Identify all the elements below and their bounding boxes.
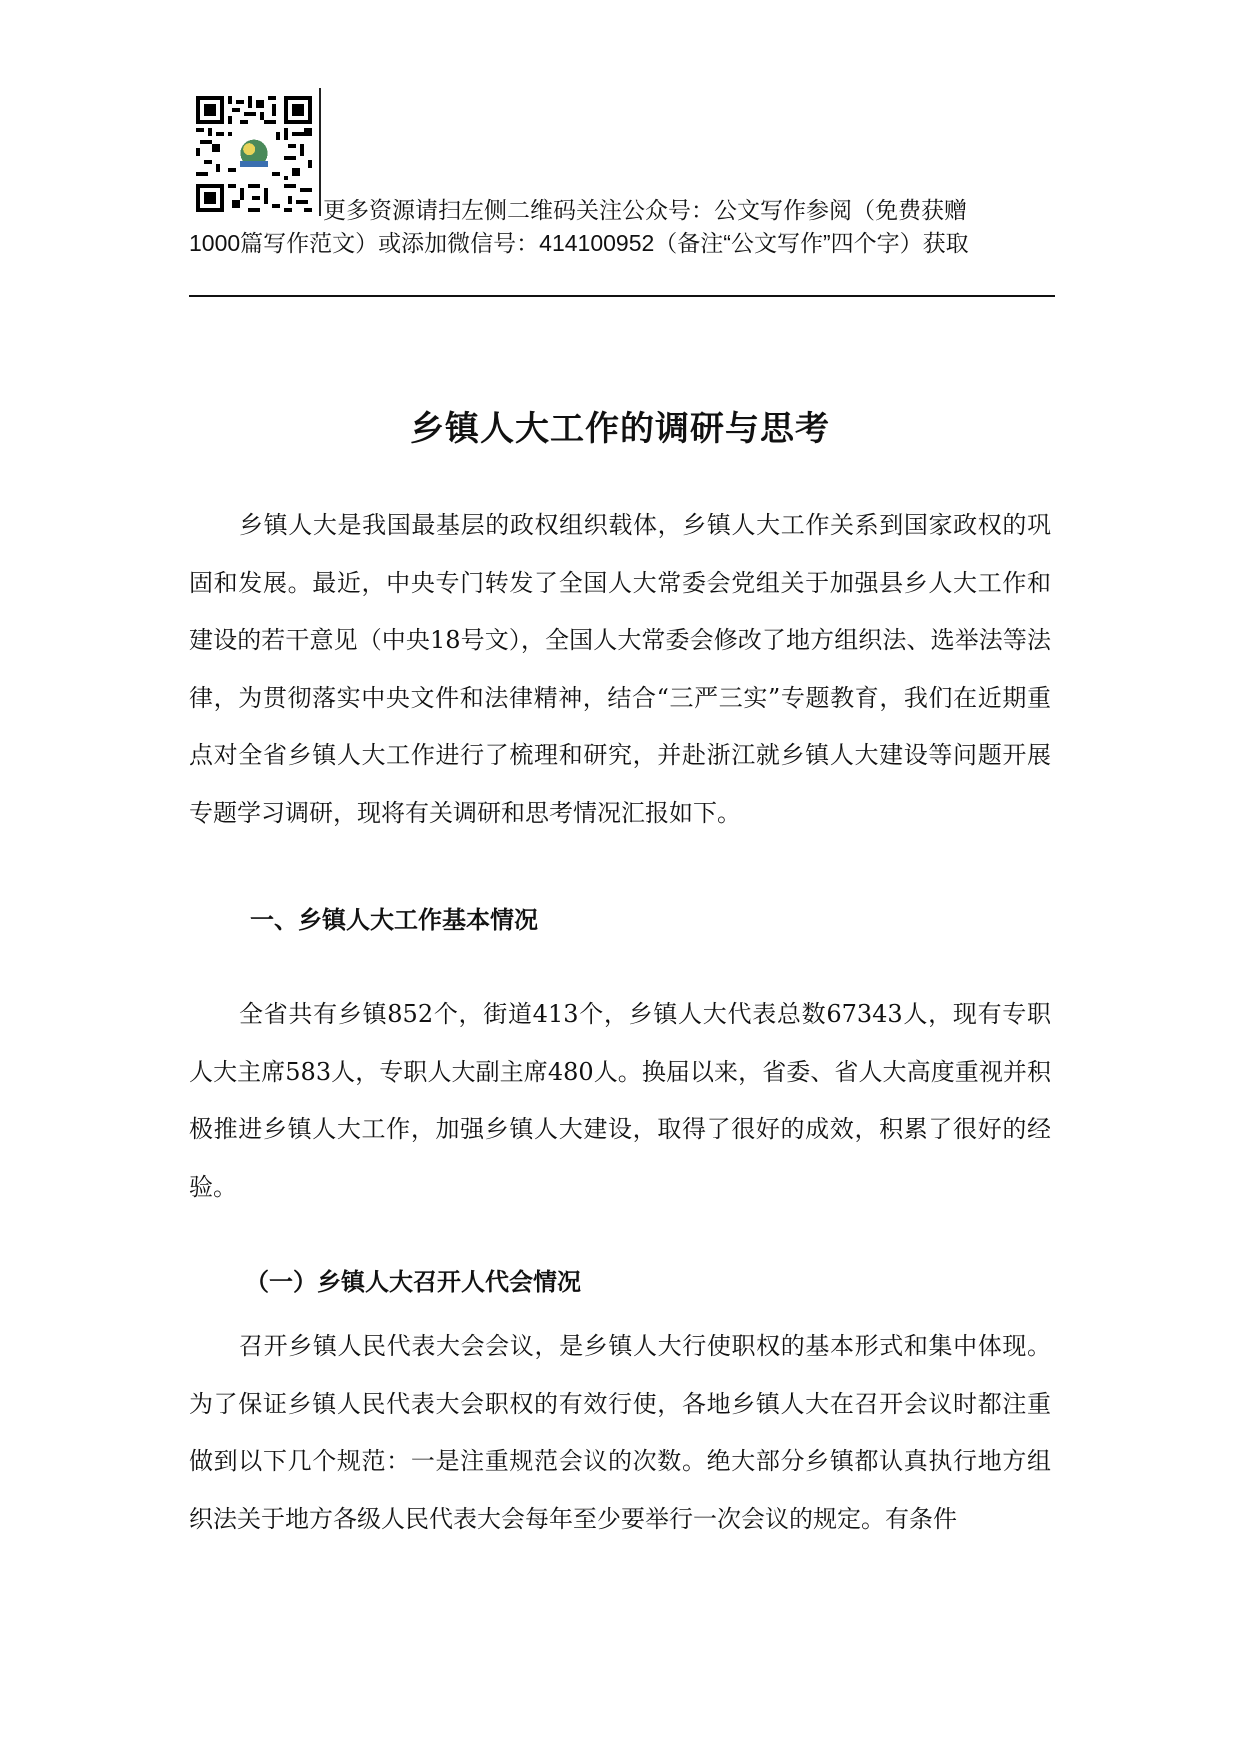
header-divider xyxy=(189,295,1055,297)
subsection-heading-1: （一）乡镇人大召开人代会情况 xyxy=(245,1268,581,1296)
header-note-line-2: 1000篇写作范文）或添加微信号：414100952（备注“公文写作”四个字）获取 xyxy=(189,230,969,256)
intro-paragraph: 乡镇人大是我国最基层的政权组织载体，乡镇人大工作关系到国家政权的巩固和发展。最近，中央专门转发了全国人大常委会党组关于加强县乡人大工作和建设的若干意见（中央18号文），全国人大常委会修改了地方组织法、选举法等法律，为贯彻落实中央文件和法律精神，结合“三严三实”专题教育，我们在近期重点对全省乡镇人大工作进行了梳理和研究，并赴浙江就乡镇人大建设等问题开展专题学习调研，现将有关调研和思考情况汇报如下。 xyxy=(189,511,1051,827)
header-note xyxy=(189,194,1059,260)
section-1-paragraph: 全省共有乡镇852个，街道413个，乡镇人大代表总数67343人，现有专职人大主席583人，专职人大副主席480人。换届以来，省委、省人大高度重视并积极推进乡镇人大工作，加强乡镇人大建设，取得了很好的成效，积累了很好的经验。 xyxy=(189,1000,1051,1201)
subsection-1-paragraph: 召开乡镇人民代表大会会议，是乡镇人大行使职权的基本形式和集中体现。为了保证乡镇人民代表大会职权的有效行使，各地乡镇人大在召开会议时都注重做到以下几个规范：一是注重规范会议的次数。绝大部分乡镇都认真执行地方组织法关于地方各级人民代表大会每年至少要举行一次会议的规定。有条件 xyxy=(189,1332,1051,1533)
section-heading-1: 一、乡镇人大工作基本情况 xyxy=(250,906,538,934)
page-title: 乡镇人大工作的调研与思考 xyxy=(410,408,830,449)
header-note-line-1: 更多资源请扫左侧二维码关注公众号：公文写作参阅（免费获赠 xyxy=(323,197,967,223)
